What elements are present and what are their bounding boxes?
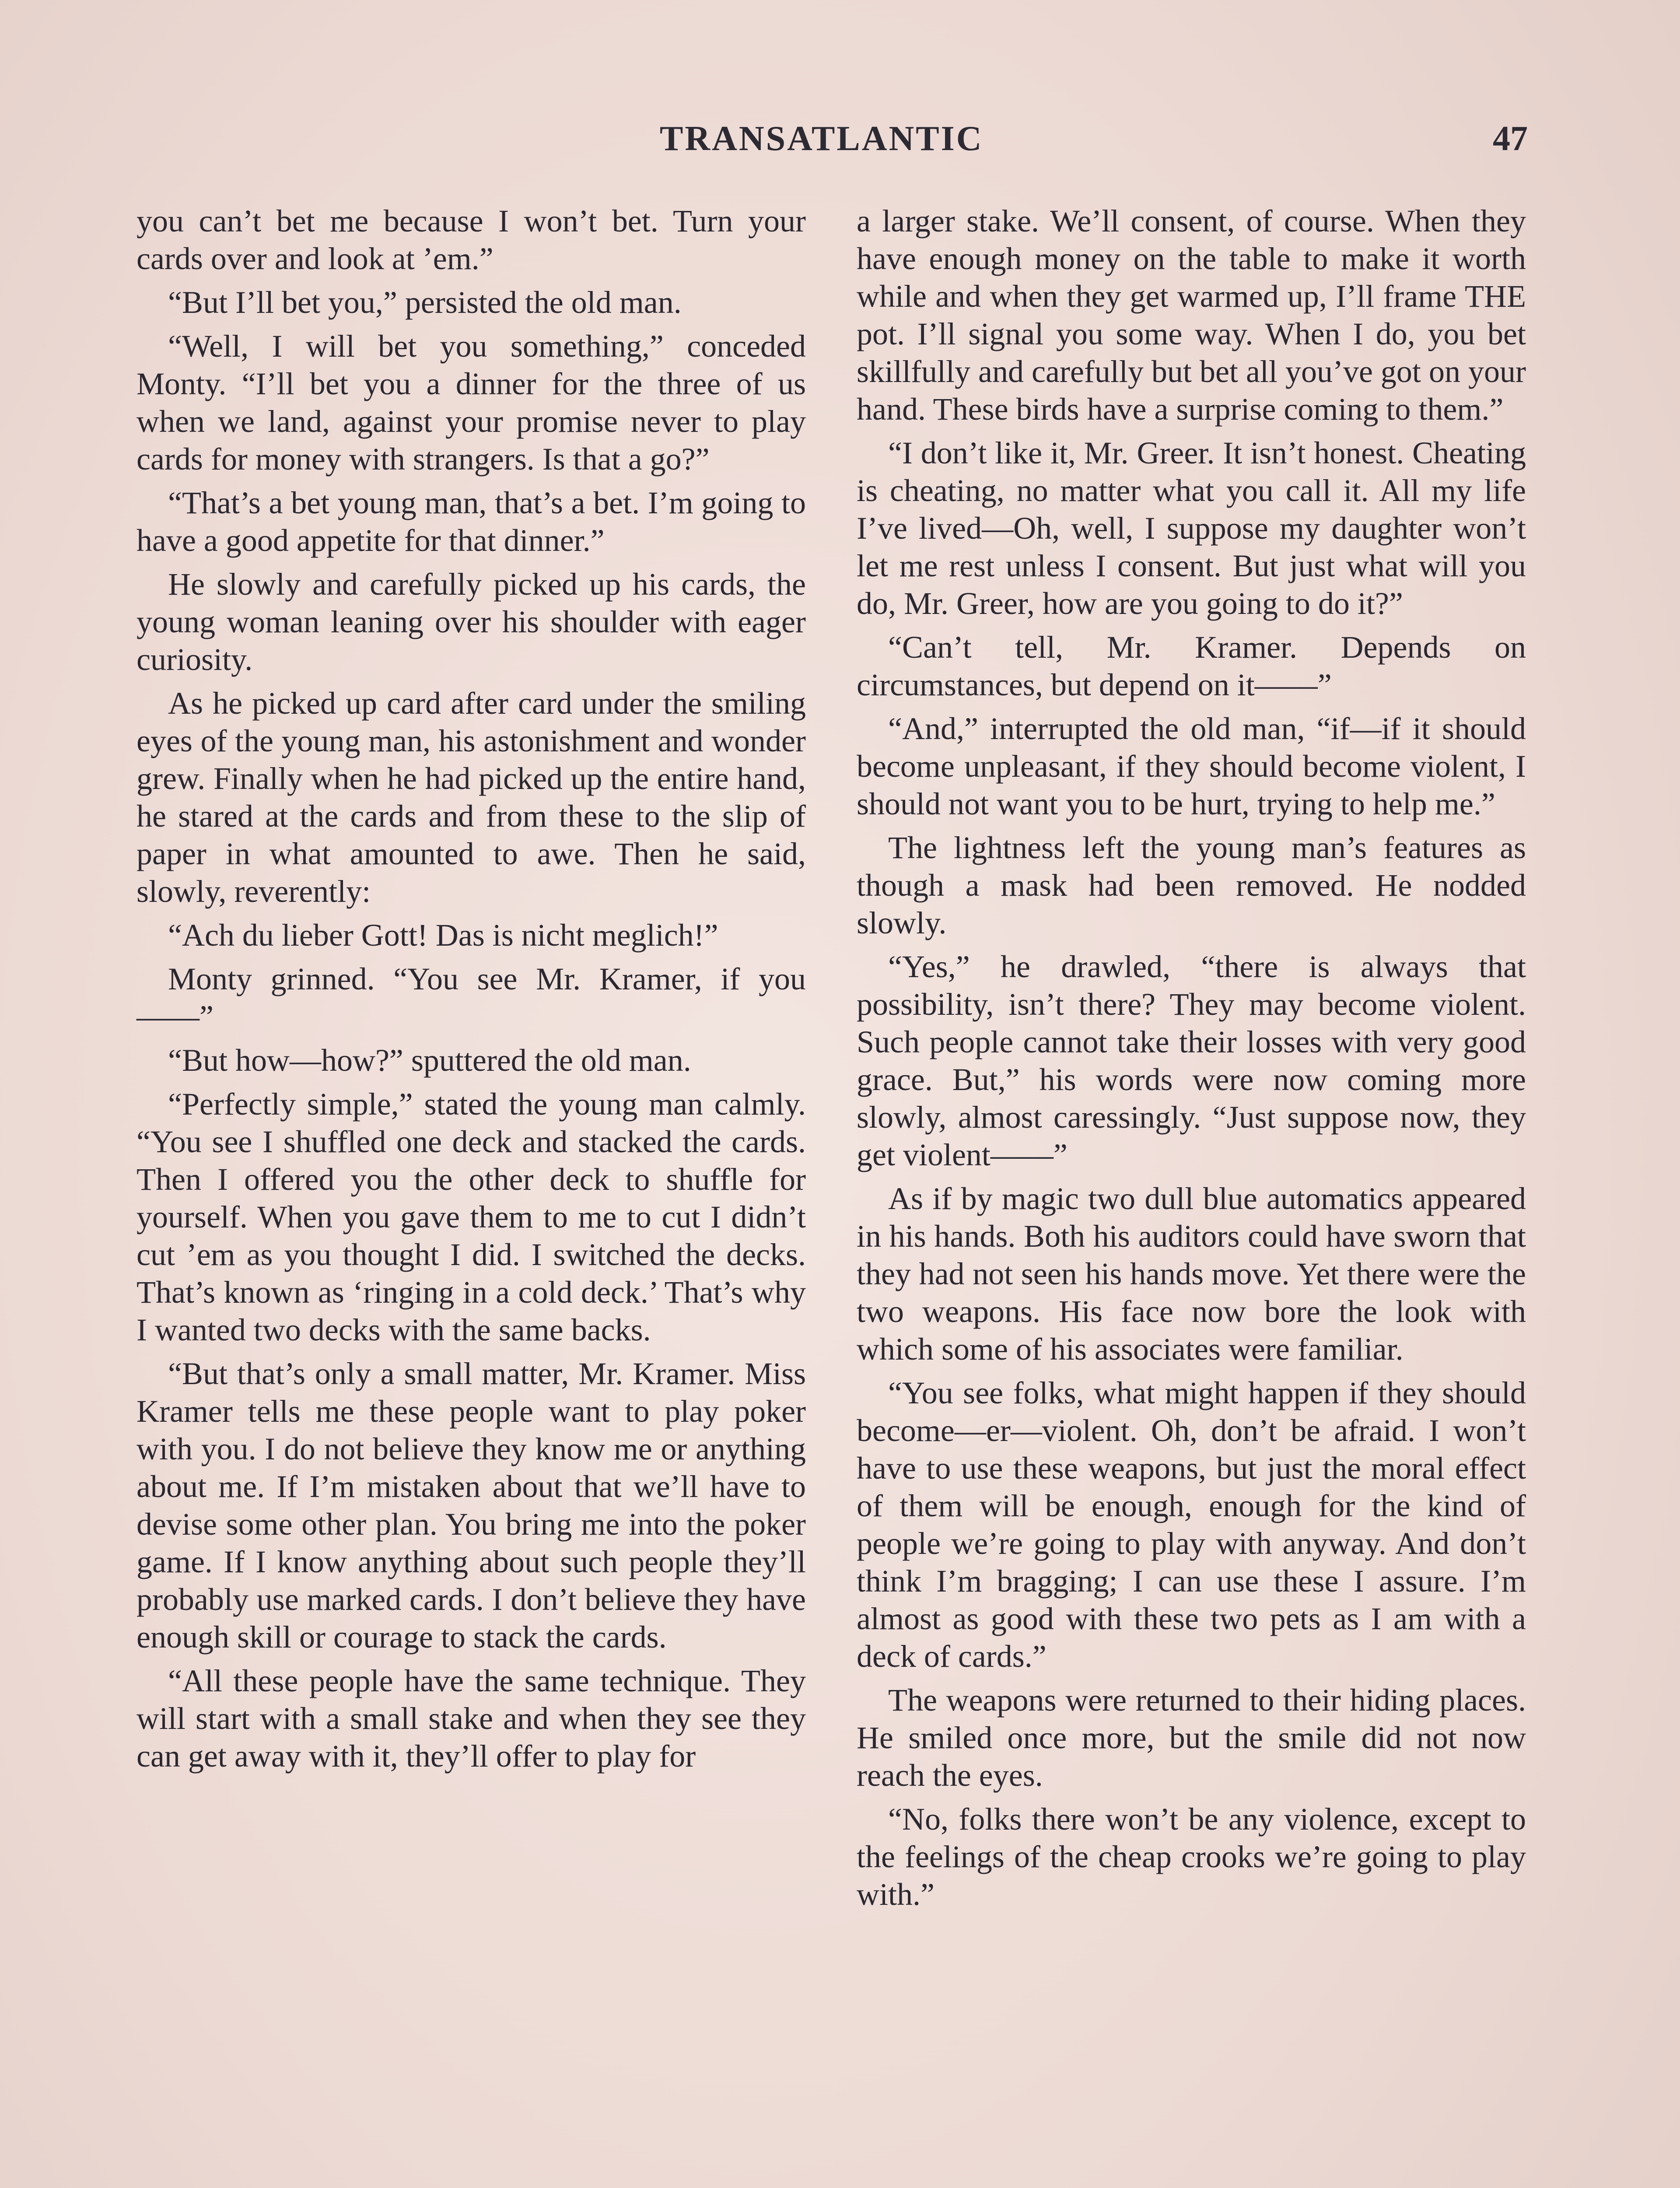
running-title: TRANSATLANTIC <box>660 119 984 158</box>
paragraph: “No, folks there won’t be any violence, except to the feelings of the cheap crooks we’re going to play with.” <box>857 1802 1526 1912</box>
paragraph: “You see folks, what might happen if they should become—er—violent. Oh, don’t be afraid. I won’t have to use these weapons, but just the moral effect of them will be enough, enough for the kind of people we’re going to play with anyway. And don’t think I’m bragging; I can use these I assure. I’m almost as good with these two pets as I am with a deck of cards.” <box>857 1375 1526 1674</box>
paragraph: you can’t bet me because I won’t bet. Turn your cards over and look at ’em.” <box>136 203 806 276</box>
paragraph: “But how—how?” sputtered the old man. <box>168 1043 691 1078</box>
paragraph: As he picked up card after card under the smiling eyes of the young man, his astonishment and wonder grew. Finally when he had picked up the entire hand, he stared at the cards and from these to the slip of paper in what amounted to awe. Then he said, slowly, reverently: <box>136 686 806 909</box>
paragraph: “But that’s only a small matter, Mr. Kramer. Miss Kramer tells me these people want to play poker with you. I do not believe they know me or anything about me. If I’m mistaken about that we’ll have to devise some other plan. You bring me into the poker game. If I know anything about such people they’ll probably use marked cards. I don’t believe they have enough skill or courage to stack the cards. <box>136 1356 806 1655</box>
paragraph: “And,” interrupted the old man, “if—if it should become unpleasant, if they should become violent, I should not want you to be hurt, trying to help me.” <box>857 711 1526 821</box>
paragraph: “Perfectly simple,” stated the young man calmly. “You see I shuffled one deck and stacked the cards. Then I offered you the other deck to shuffle for yourself. When you gave them to me to cut I didn’t cut ’em as you thought I did. I switched the decks. That’s known as ‘ringing in a cold deck.’ That’s why I wanted two decks with the same backs. <box>136 1087 806 1347</box>
paragraph: a larger stake. We’ll consent, of course. When they have enough money on the table to make it worth while and when they get warmed up, I’ll frame THE pot. I’ll signal you some way. When I do, you bet skillfully and carefully but bet all you’ve got on your hand. These birds have a surprise coming to them.” <box>857 203 1526 427</box>
paragraph: “But I’ll bet you,” persisted the old man. <box>168 285 682 320</box>
paragraph: As if by magic two dull blue automatics appeared in his hands. Both his auditors could have sworn that they had not seen his hands move. Yet there were the two weapons. His face now bore the look with which some of his associates were familiar. <box>857 1181 1526 1367</box>
paragraph: He slowly and carefully picked up his cards, the young woman leaning over his shoulder with eager curiosity. <box>136 567 806 677</box>
paragraph: The weapons were returned to their hiding places. He smiled once more, but the smile did not now reach the eyes. <box>857 1683 1526 1793</box>
paragraph: Monty grinned. “You see Mr. Kramer, if you——” <box>136 961 806 1034</box>
paragraph: “Can’t tell, Mr. Kramer. Depends on circumstances, but depend on it——” <box>857 630 1526 702</box>
paragraph: “That’s a bet young man, that’s a bet. I’m going to have a good appetite for that dinner.” <box>136 485 806 558</box>
paragraph: “All these people have the same technique. They will start with a small stake and when they see they can get away with it, they’ll offer to play for <box>136 1663 806 1774</box>
paragraph: The lightness left the young man’s features as though a mask had been removed. He nodded slowly. <box>857 830 1526 940</box>
paragraph: “Well, I will bet you something,” conceded Monty. “I’ll bet you a dinner for the three of us when we land, against your promise never to play cards for money with strangers. Is that a go?” <box>136 329 806 477</box>
paragraph: “I don’t like it, Mr. Greer. It isn’t honest. Cheating is cheating, no matter what you call it. All my life I’ve lived—Oh, well, I suppose my daughter won’t let me rest unless I consent. But just what will you do, Mr. Greer, how are you going to do it?” <box>857 435 1526 621</box>
paragraph: “Ach du lieber Gott! Das is nicht meglich!” <box>168 918 718 953</box>
paragraph: “Yes,” he drawled, “there is always that possibility, isn’t there? They may become violent. Such people cannot take their losses with very good grace. But,” his words were now coming more slowly, almost caressingly. “Just suppose now, they get violent——” <box>857 949 1526 1172</box>
left-column <box>136 202 806 1781</box>
right-column <box>857 202 1526 1919</box>
page-number: 47 <box>1493 119 1528 158</box>
